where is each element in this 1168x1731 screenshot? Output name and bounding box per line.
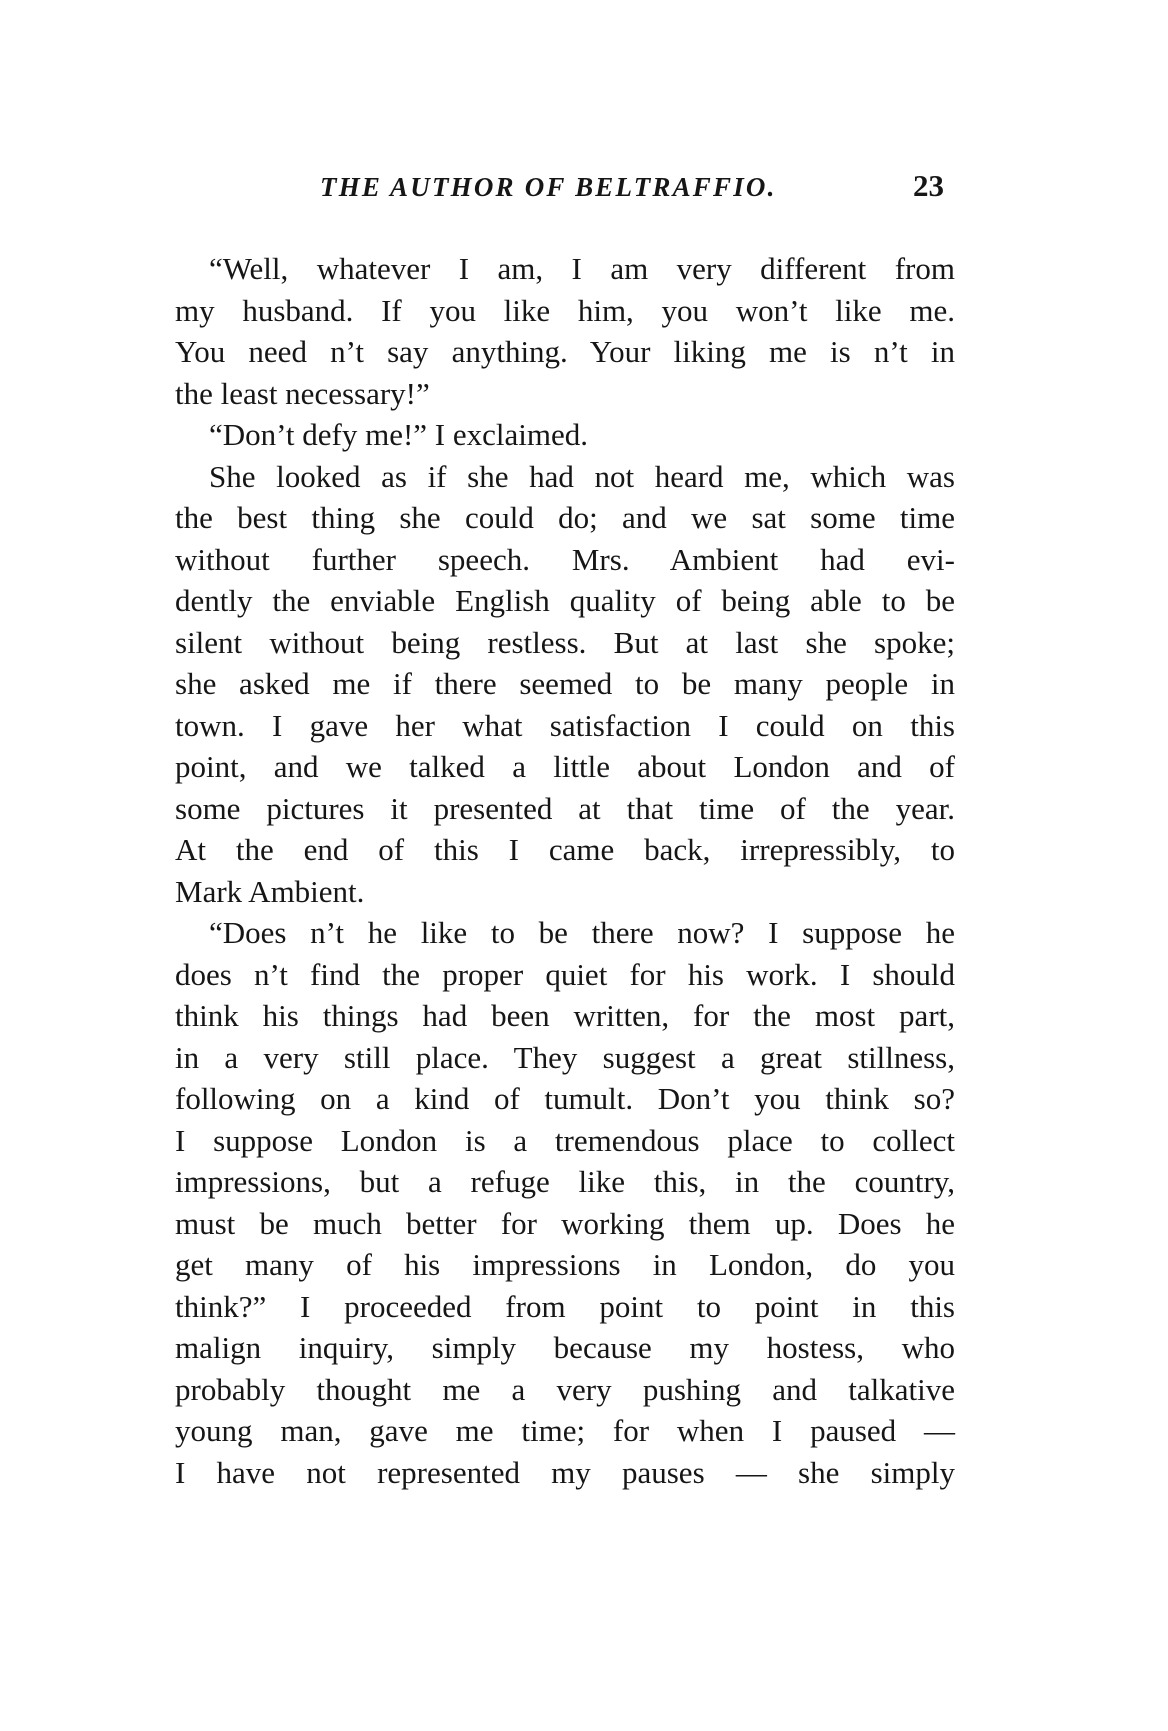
text-line: At the end of this I came back, irrepressibly, to xyxy=(175,832,955,867)
text-line: without further speech. Mrs. Ambient had evi- xyxy=(175,541,955,577)
text-line: dently the enviable English quality of being able to be xyxy=(175,583,955,618)
text-line: impressions, but a refuge like this, in the country, xyxy=(175,1164,955,1199)
text-line: my husband. If you like him, you won’t like me. xyxy=(175,292,955,328)
text-line: probably thought me a very pushing and talkative xyxy=(175,1371,955,1407)
text-line: She looked as if she had not heard me, which was xyxy=(209,458,955,494)
running-title: THE AUTHOR OF BELTRAFFIO. xyxy=(320,172,777,202)
text-line: get many of his impressions in London, do you xyxy=(175,1247,955,1282)
text-line: point, and we talked a little about London and of xyxy=(175,749,955,784)
text-line: the least necessary!” xyxy=(175,375,430,411)
text-line: “Well, whatever I am, I am very different from xyxy=(209,251,955,286)
text-line: the best thing she could do; and we sat some time xyxy=(175,500,955,535)
body-text xyxy=(175,248,955,1493)
text-line: “Does n’t he like to be there now? I suppose he xyxy=(209,915,955,950)
text-line: I have not represented my pauses — she simply xyxy=(175,1454,955,1490)
text-line: I suppose London is a tremendous place to collect xyxy=(175,1122,955,1158)
text-line: does n’t find the proper quiet for his work. I should xyxy=(175,956,955,992)
running-head xyxy=(160,168,950,212)
page-number: 23 xyxy=(913,168,944,203)
text-line: young man, gave me time; for when I paused — xyxy=(175,1413,955,1448)
text-line: Mark Ambient. xyxy=(175,873,365,909)
text-line: following on a kind of tumult. Don’t you think so? xyxy=(175,1081,955,1116)
text-line: think his things had been written, for the most part, xyxy=(175,998,955,1033)
text-line: must be much better for working them up. Does he xyxy=(175,1205,955,1241)
text-line: some pictures it presented at that time of the year. xyxy=(175,790,955,826)
text-line: You need n’t say anything. Your liking me is n’t in xyxy=(175,334,955,369)
text-line: in a very still place. They suggest a great stillness, xyxy=(175,1039,955,1075)
text-line: she asked me if there seemed to be many people in xyxy=(175,666,955,701)
text-line: silent without being restless. But at last she spoke; xyxy=(175,624,955,660)
text-line: think?” I proceeded from point to point in this xyxy=(175,1288,955,1324)
text-line: “Don’t defy me!” I exclaimed. xyxy=(209,417,589,452)
text-line: malign inquiry, simply because my hostess, who xyxy=(175,1330,955,1365)
text-line: town. I gave her what satisfaction I could on this xyxy=(175,707,955,743)
